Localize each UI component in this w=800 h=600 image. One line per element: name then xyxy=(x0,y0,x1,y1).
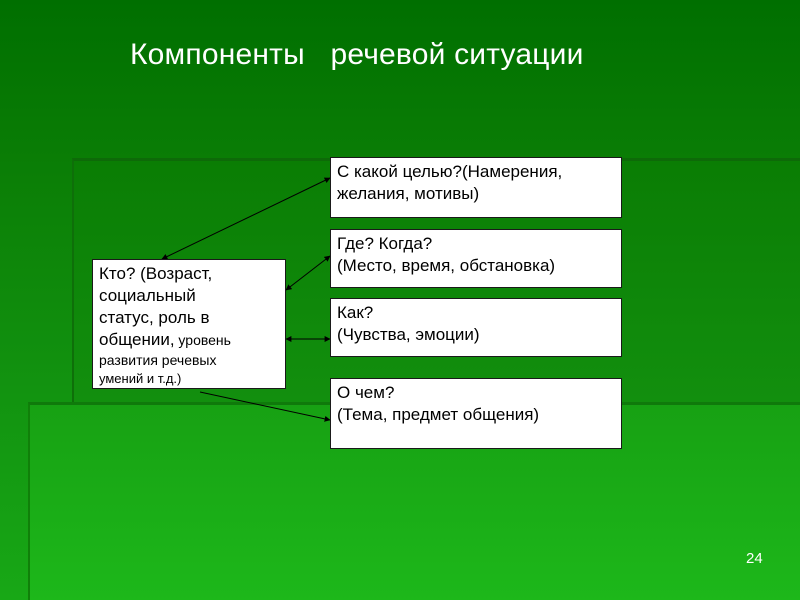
where-line-1: Где? Когда? xyxy=(337,234,433,253)
who-small-2: развития речевых xyxy=(99,352,217,368)
who-line-4: общении, xyxy=(99,330,175,349)
where-line-2: (Место, время, обстановка) xyxy=(337,256,556,275)
where-box xyxy=(330,229,622,288)
what-box xyxy=(330,378,622,449)
goal-box xyxy=(330,157,622,218)
who-small-3: умений и т.д.) xyxy=(99,371,182,386)
goal-line-2: желания, мотивы) xyxy=(337,184,480,203)
how-line-1: Как? xyxy=(337,303,374,322)
page-number: 24 xyxy=(746,550,763,567)
who-line-1: Кто? (Возраст, xyxy=(99,264,213,283)
who-line-2: социальный xyxy=(99,286,196,305)
how-line-2: (Чувства, эмоции) xyxy=(337,325,480,344)
slide-title: Компоненты речевой ситуации xyxy=(130,38,584,71)
who-small-1: уровень xyxy=(174,332,231,348)
who-box xyxy=(92,259,286,389)
who-line-3: статус, роль в xyxy=(99,308,210,327)
what-line-2: (Тема, предмет общения) xyxy=(337,405,540,424)
how-box xyxy=(330,298,622,357)
goal-line-1: С какой целью?(Намерения, xyxy=(337,162,563,181)
what-line-1: О чем? xyxy=(337,383,395,402)
